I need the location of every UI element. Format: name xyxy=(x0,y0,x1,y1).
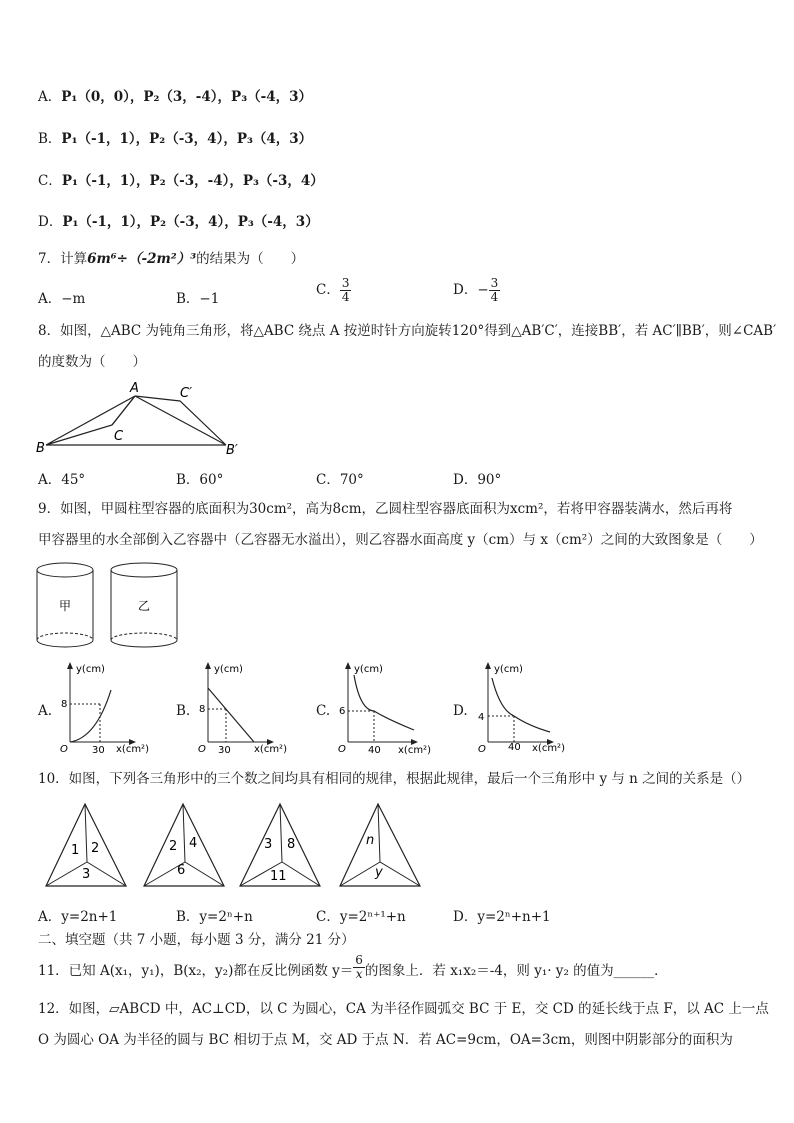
q8-stem-line1: 8．如图，△ABC 为钝角三角形，将△ABC 绕点 A 按逆时针方向旋转120°得到△AB′C′，连接BB′，若 AC′∥BB′，则∠CAB′ xyxy=(38,323,777,339)
svg-text:x(cm²): x(cm²) xyxy=(532,743,565,754)
q9-stem-line2: 甲容器里的水全部倒入乙容器中（乙容器无水溢出），则乙容器水面高度 y（cm）与 x（cm²）之间的大致图象是（ ） xyxy=(38,532,763,548)
q9-graph-b xyxy=(194,660,294,755)
svg-text:40: 40 xyxy=(368,745,381,755)
q10-option-c: C．y=2ⁿ⁺¹+n xyxy=(316,909,406,925)
svg-text:11: 11 xyxy=(270,869,287,884)
q7-option-c: C． $\frac{3}{4}$ xyxy=(316,276,350,304)
triangle-4 xyxy=(340,804,420,886)
q10-triangles-figure xyxy=(40,802,440,892)
label-c: C xyxy=(114,429,124,444)
svg-text:y(cm): y(cm) xyxy=(76,664,105,675)
q9-option-d-letter: D. xyxy=(453,703,468,719)
svg-text:O: O xyxy=(198,744,206,755)
q7-stem: 7．计算6m⁶÷（-2m²）³的结果为（ ） xyxy=(38,251,305,267)
q12-stem-line1: 12．如图，▱ABCD 中，AC⊥CD，以 C 为圆心，CA 为半径作圆弧交 BC 于 E，交 CD 的延长线于点 F，以 AC 上一点 xyxy=(38,1001,769,1017)
svg-text:y: y xyxy=(375,865,383,880)
cylinders-figure xyxy=(34,560,184,652)
q7-option-d: D．− $\frac{3}{4}$ xyxy=(453,276,499,304)
svg-text:O: O xyxy=(60,744,68,755)
cylinder-yi-label: 乙 xyxy=(138,599,151,613)
svg-text:2: 2 xyxy=(169,839,178,854)
label-b-prime: B′ xyxy=(226,443,238,458)
svg-text:x(cm²): x(cm²) xyxy=(116,744,149,755)
svg-text:4: 4 xyxy=(189,836,198,851)
svg-text:6: 6 xyxy=(177,863,186,878)
label-b: B xyxy=(36,441,45,456)
q8-stem-line2: 的度数为（ ） xyxy=(38,354,146,370)
q8-option-b: B．60° xyxy=(176,472,224,488)
svg-text:8: 8 xyxy=(199,704,206,715)
triangle-3 xyxy=(240,804,320,886)
svg-text:30: 30 xyxy=(218,745,231,755)
q7-option-b: B．−1 xyxy=(176,291,220,307)
svg-text:O: O xyxy=(478,744,486,755)
q8-triangle-figure xyxy=(30,380,245,458)
q10-stem: 10．如图，下列各三角形中的三个数之间均具有相同的规律，根据此规律，最后一个三角形中 y 与 n 之间的关系是（） xyxy=(38,771,751,787)
q9-stem-line1: 9．如图，甲圆柱型容器的底面积为30cm²，高为8cm，乙圆柱型容器底面积为xcm²，若将甲容器装满水，然后再将 xyxy=(38,501,733,517)
svg-text:y(cm): y(cm) xyxy=(214,664,243,675)
q6-option-c: C．P₁（-1，1），P₂（-3，-4），P₃（-3，4） xyxy=(38,173,324,189)
q12-stem-line2: O 为圆心 OA 为半径的圆与 BC 相切于点 M，交 AD 于点 N．若 AC=9cm，OA=3cm，则图中阴影部分的面积为 xyxy=(38,1032,733,1048)
svg-text:n: n xyxy=(366,833,375,848)
svg-text:40: 40 xyxy=(508,742,521,753)
q9-option-c-letter: C. xyxy=(316,703,331,719)
q6-option-a: A．P₁（0，0），P₂（3，-4），P₃（-4，3） xyxy=(38,89,313,105)
q9-graph-a xyxy=(56,660,156,755)
svg-text:8: 8 xyxy=(287,837,296,852)
q9-option-a-letter: A. xyxy=(38,703,53,719)
svg-text:x(cm²): x(cm²) xyxy=(398,745,431,755)
q10-option-a: A．y=2n+1 xyxy=(38,909,118,925)
q10-option-b: B．y=2ⁿ+n xyxy=(176,909,253,925)
q8-option-a: A．45° xyxy=(38,472,86,488)
svg-text:1: 1 xyxy=(71,843,80,858)
q6-option-d: D．P₁（-1，1），P₂（-3，4），P₃（-4，3） xyxy=(38,214,319,230)
label-c-prime: C′ xyxy=(180,386,193,401)
q8-option-d: D．90° xyxy=(453,472,502,488)
svg-text:8: 8 xyxy=(61,699,68,710)
q11-stem: 11．已知 A(x₁，y₁)，B(x₂，y₂)都在反比例函数 y＝ $\frac{6}{x}$ 的图象上．若 x₁x₂＝-4，则 y₁· y₂ 的值为______． xyxy=(38,953,668,981)
svg-text:3: 3 xyxy=(264,837,273,852)
q7-option-a: A．−m xyxy=(38,291,86,307)
q9-graph-d xyxy=(474,660,574,755)
q6-option-b: B．P₁（-1，1），P₂（-3，4），P₃（4，3） xyxy=(38,131,313,147)
section-title-fill-in: 二、填空题（共 7 小题，每小题 3 分，满分 21 分） xyxy=(38,932,355,948)
svg-text:30: 30 xyxy=(92,745,105,755)
svg-text:3: 3 xyxy=(82,867,91,882)
svg-text:x(cm²): x(cm²) xyxy=(254,744,287,755)
q10-option-d: D．y=2ⁿ+n+1 xyxy=(453,909,551,925)
triangle-2 xyxy=(144,804,224,886)
svg-text:2: 2 xyxy=(91,841,100,856)
svg-text:4: 4 xyxy=(478,712,485,723)
q9-option-b-letter: B. xyxy=(176,703,191,719)
svg-text:y(cm): y(cm) xyxy=(494,664,523,675)
cylinder-jia-label: 甲 xyxy=(59,599,72,613)
svg-text:y(cm): y(cm) xyxy=(354,664,383,675)
svg-text:6: 6 xyxy=(339,706,346,717)
q8-option-c: C．70° xyxy=(316,472,364,488)
svg-text:O: O xyxy=(338,744,346,755)
q9-graph-c xyxy=(334,660,440,755)
triangle-1 xyxy=(46,804,126,886)
label-a: A xyxy=(130,381,139,396)
